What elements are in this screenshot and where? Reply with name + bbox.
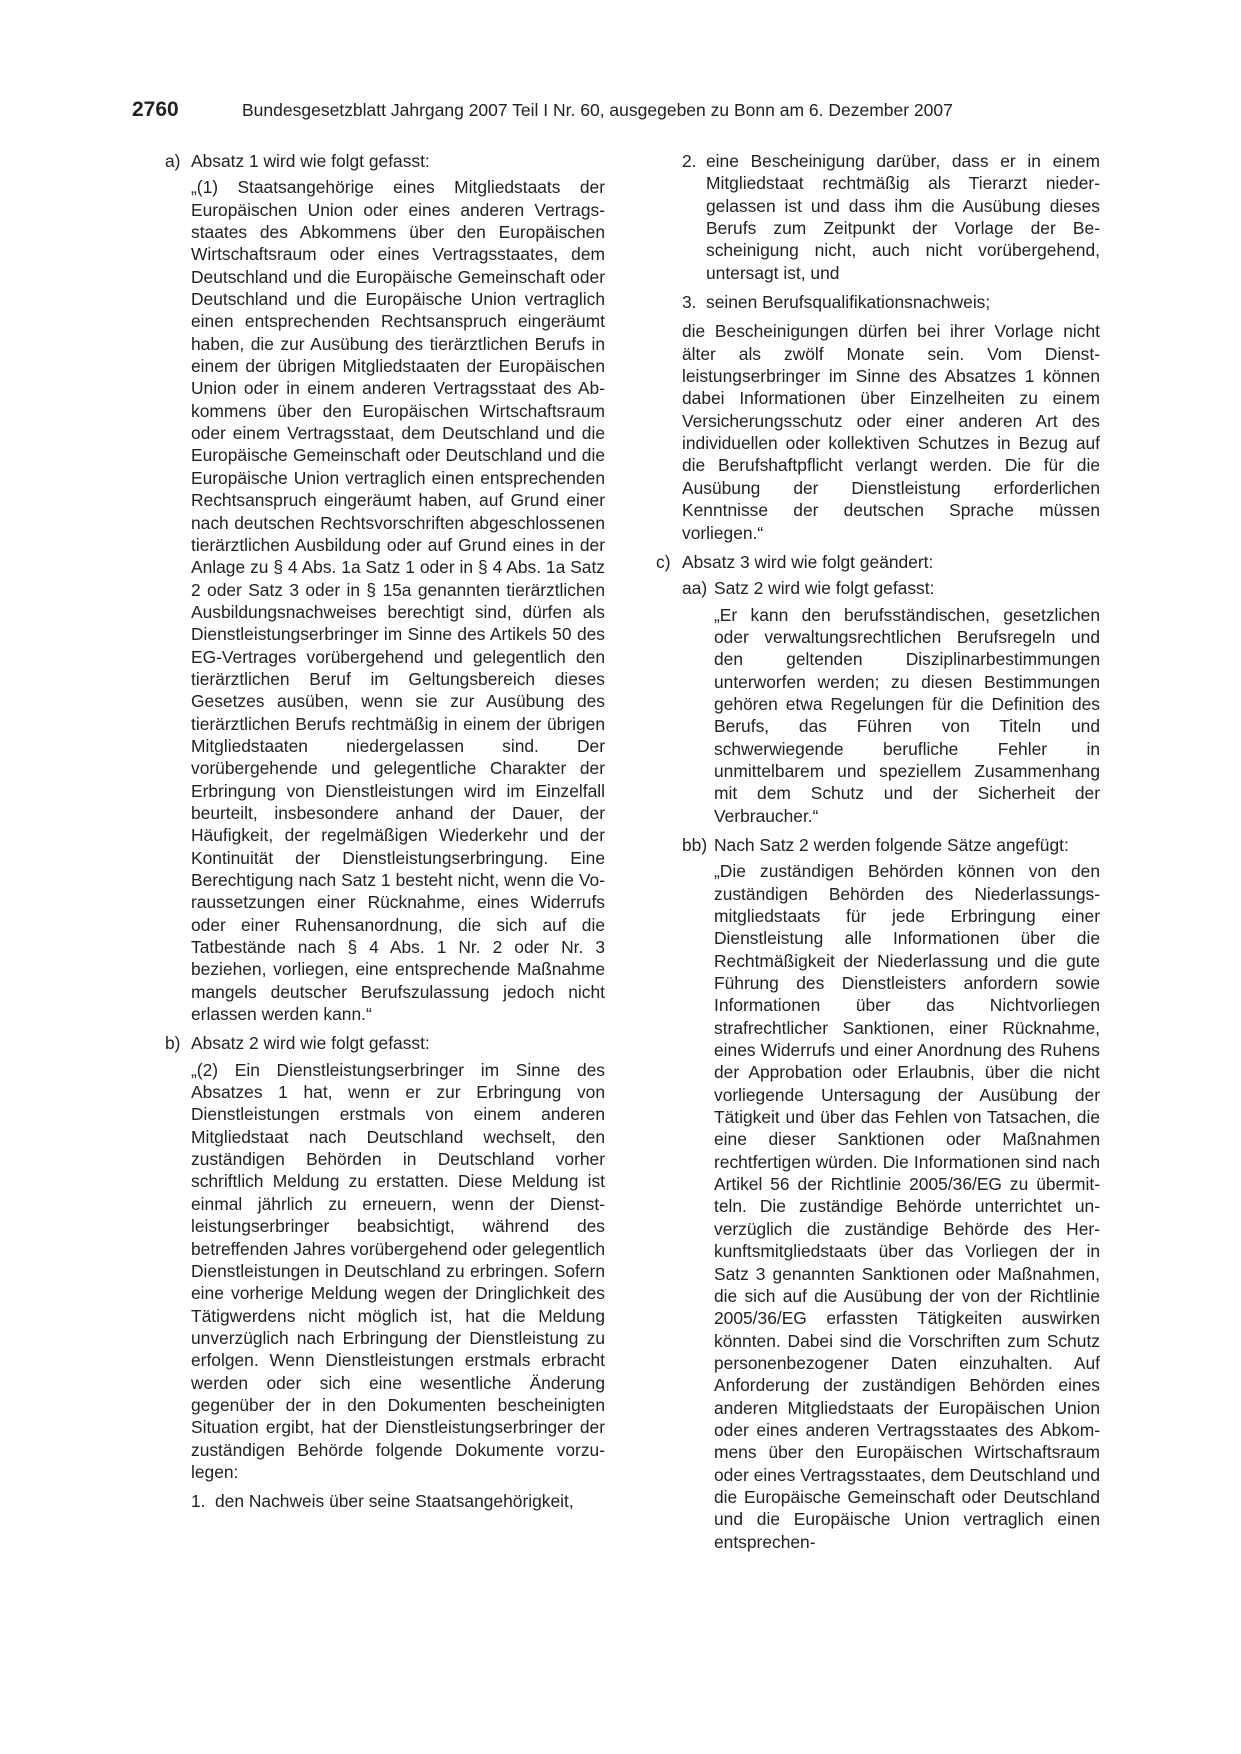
amendment-a: [165, 150, 605, 172]
amendment-b: [165, 1032, 605, 1054]
list-item-2: [682, 150, 1100, 284]
sub-amendment-aa-marker: aa): [682, 578, 708, 599]
amendment-a-quote: „(1) Staatsangehörige eines Mitgliedstaats der Europäischen Union oder eines anderen Vertragsstaates des Abkommens über den Europäischen Wirtschaftsraum oder eines Vertragsstaates, dem Deutschland und die Europäische Gemeinschaft oder Deutschland und die Europäische Union vertraglich einen entsprechenden Rechtsanspruch eingeräumt haben, die zur Ausübung des tierärztlichen Berufs in einem der übrigen Mitgliedstaaten der Europäischen Union oder in einem anderen Vertragsstaat des Abkommens über den Europäischen Wirtschaftsraum oder einem Vertragsstaat, dem Deutschland und die Europäische Gemeinschaft oder Deutschland und die Europäische Union vertraglich einen entsprechenden Rechtsanspruch eingeräumt haben, auf Grund einer nach deutschen Rechtsvorschriften abgeschlossenen tierärztlichen Ausbildung oder auf Grund eines in der Anlage zu § 4 Abs. 1a Satz 1 oder in § 4 Abs. 1a Satz 2 oder Satz 3 oder in § 15a genannten tierärztlichen Ausbildungsnachweises berechtigt sind, dürfen als Dienstleistungserbringer im Sinne des Artikels 50 des EG-Vertrages vorübergehend und gelegentlich den tierärztlichen Beruf im Geltungsbereich dieses Gesetzes ausüben, wenn sie zur Ausübung des tierärztlichen Berufs rechtmäßig in einem der übrigen Mitgliedstaaten niedergelassen sind. Der vorübergehende und gelegentliche Charakter der Erbringung von Dienstleistungen wird im Einzelfall beurteilt, insbesondere anhand der Dauer, der Häufigkeit, der regelmäßigen Wiederkehr und der Kontinuität der Dienstleistungserbringung. Eine Berechtigung nach Satz 1 besteht nicht, wenn die Voraussetzungen einer Rücknahme, eines Widerrufs oder einer Ruhensanordnung, die sich auf die Tatbestände nach § 4 Abs. 1 Nr. 2 oder Nr. 3 beziehen, vorliegen, eine entsprechende Maßnahme mangels deutscher Berufszulassung jedoch nicht erlassen werden kann.“: [191, 177, 605, 1025]
left-column: [165, 150, 605, 1513]
running-title: Bundesgesetzblatt Jahrgang 2007 Teil I Nr. 60, ausgegeben zu Bonn am 6. Dezember 2007: [242, 100, 953, 120]
list-item-1: [191, 1490, 605, 1512]
list-item-2-marker: 2.: [682, 151, 697, 171]
right-column: [656, 150, 1100, 1553]
sub-amendment-aa-text: Satz 2 wird wie folgt gefasst:: [714, 578, 935, 599]
amendment-a-text: Absatz 1 wird wie folgt gefasst:: [191, 151, 430, 171]
list-continuation: die Bescheinigungen dürfen bei ihrer Vorlage nicht älter als zwölf Monate sein. Vom Dienstleistungserbringer im Sinne des Absatzes 1 können dabei Informationen über Einzelheiten zu einem Versicherungsschutz oder einer anderen Art des individuellen oder kollektiven Schutzes in Bezug auf die Berufshaftpflicht verlangt werden. Die für die Ausübung der Dienstleistung erforderlichen Kenntnisse der deutschen Sprache müssen vorliegen.“: [682, 321, 1100, 543]
page-header: [132, 98, 1122, 128]
page-number: 2760: [132, 98, 179, 121]
sub-amendment-bb: [682, 834, 1100, 856]
sub-amendment-bb-text: Nach Satz 2 werden folgende Sätze angefügt:: [714, 834, 1069, 855]
amendment-a-marker: a): [165, 151, 181, 171]
sub-amendment-bb-marker: bb): [682, 834, 708, 855]
list-item-3-marker: 3.: [682, 292, 697, 313]
sub-amendment-aa: [682, 577, 1100, 599]
list-item-1-marker: 1.: [191, 1491, 206, 1512]
amendment-c-text: Absatz 3 wird wie folgt geändert:: [682, 551, 934, 572]
list-item-3-text: seinen Berufsqualifikationsnachweis;: [706, 292, 991, 313]
amendment-b-quote: „(2) Ein Dienstleistungserbringer im Sinne des Absatzes 1 hat, wenn er zur Erbringung von Dienstleistungen erstmals von einem anderen Mitgliedstaat nach Deutschland wechselt, den zuständigen Behörden in Deutschland vorher schriftlich Meldung zu erstatten. Diese Meldung ist einmal jährlich zu erneuern, wenn der Dienstleistungserbringer beabsichtigt, während des betreffenden Jahres vorübergehend oder gelegentlich Dienstleistungen in Deutschland zu erbringen. Sofern eine vorherige Meldung wegen der Dringlichkeit des Tätigwerdens nicht möglich ist, hat die Meldung unverzüglich nach Erbringung der Dienstleistung zu erfolgen. Wenn Dienstleistungen erstmals erbracht werden oder sich eine wesentliche Änderung gegenüber der in den Dokumenten bescheinigten Situation ergibt, hat der Dienstleistungserbringer der zuständigen Behörde folgende Dokumente vorzulegen:: [191, 1059, 605, 1482]
sub-amendment-aa-quote: „Er kann den berufsständischen, gesetzlichen oder verwaltungsrechtlichen Berufsregeln und den geltenden Disziplinarbestimmungen unterworfen werden; zu diesen Bestimmungen gehören etwa Regelungen für die Definition des Berufs, das Führen von Titeln und schwerwiegende berufliche Fehler in unmittelbarem und speziellem Zusammenhang mit dem Schutz und der Sicherheit der Verbraucher.“: [714, 604, 1100, 826]
list-item-1-text: den Nachweis über seine Staatsangehörigkeit,: [215, 1491, 574, 1512]
list-item-2-text: eine Bescheinigung darüber, dass er in einem Mitgliedstaat rechtmäßig als Tierarzt niedergelassen ist und dass ihm die Ausübung dieses Berufs zum Zeitpunkt der Vorlage der Bescheinigung nicht, auch nicht vorübergehend, untersagt ist, und: [706, 151, 1100, 283]
amendment-c-marker: c): [656, 551, 671, 572]
sub-amendment-bb-quote: „Die zuständigen Behörden können von den zuständigen Behörden des Niederlassungsmitgliedstaats für jede Erbringung einer Dienstleistung alle Informationen über die Rechtmäßigkeit der Niederlassung und die gute Führung des Dienstleisters anfordern sowie Informationen über das Nichtvorliegen strafrechtlicher Sanktionen, einer Rücknahme, eines Widerrufs und einer Anordnung des Ruhens der Approbation oder Erlaubnis, über die nicht vorliegende Untersagung der Ausübung der Tätigkeit und über das Fehlen von Tatsachen, die eine dieser Sanktionen oder Maßnahmen rechtfertigen würden. Die Informationen sind nach Artikel 56 der Richtlinie 2005/36/EG zu übermitteln. Die zuständige Behörde unterrichtet unverzüglich die zuständige Behörde des Herkunftsmitgliedstaats über das Vorliegen der in Satz 3 genannten Sanktionen oder Maßnahmen, die sich auf die Ausübung der von der Richtlinie 2005/36/EG erfassten Tätigkeiten auswirken könnten. Dabei sind die Vorschriften zum Schutz personenbezogener Daten einzuhalten. Auf Anforderung der zuständigen Behörden eines anderen Mitgliedstaats der Europäischen Union oder eines anderen Vertragsstaates des Abkommens über den Europäischen Wirtschaftsraum oder eines Vertragsstaates, dem Deutschland und die Europäische Gemeinschaft oder Deutschland und die Europäische Union vertraglich einen entsprechen-: [714, 861, 1100, 1552]
amendment-b-marker: b): [165, 1033, 181, 1054]
amendment-b-text: Absatz 2 wird wie folgt gefasst:: [191, 1033, 430, 1054]
amendment-c: [656, 551, 1100, 573]
list-item-3: [682, 291, 1100, 313]
